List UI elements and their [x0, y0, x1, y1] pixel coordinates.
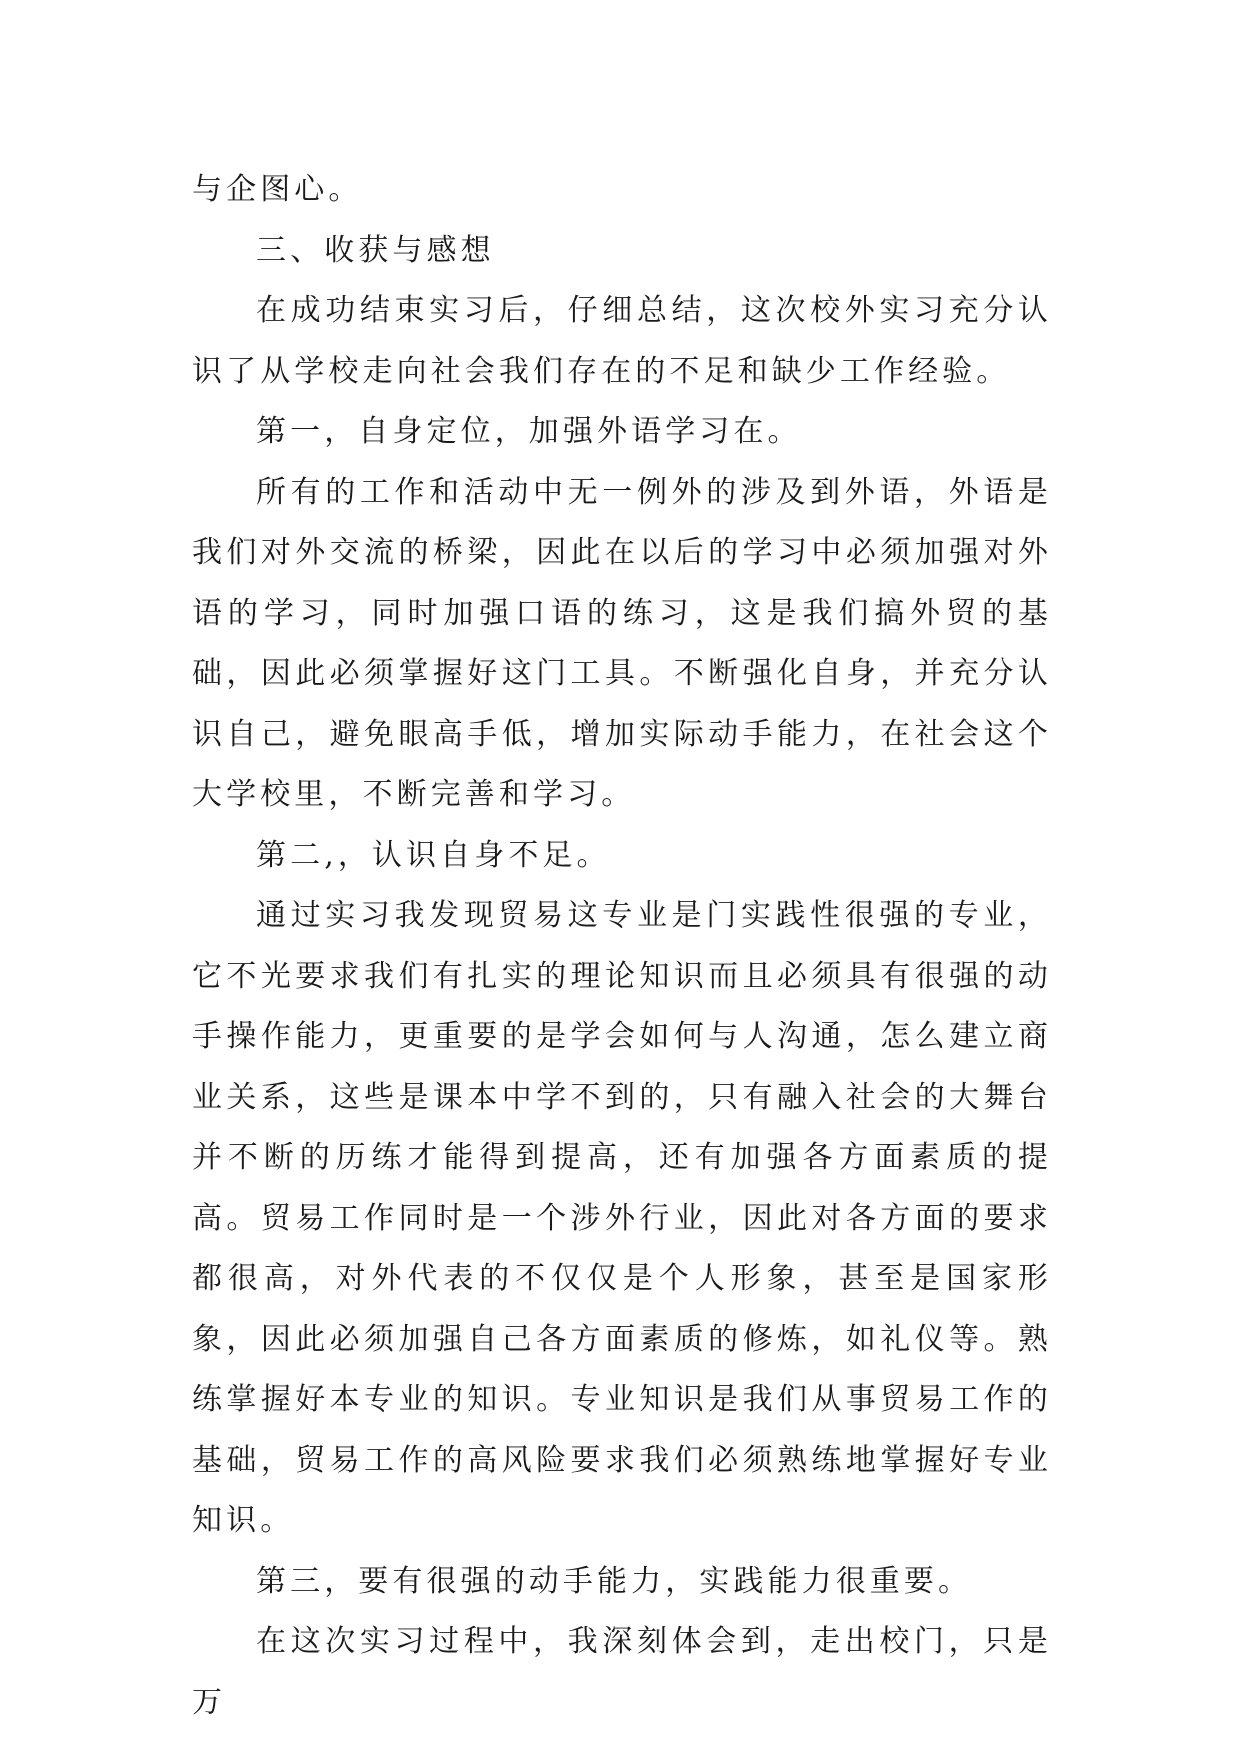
point-three-heading: 第三，要有很强的动手能力，实践能力很重要。 — [256, 1563, 973, 1599]
paragraph-internship-experience: 在这次实习过程中，我深刻体会到，走出校门，只是万 — [192, 1624, 1052, 1720]
point-one-heading: 第一，自身定位，加强外语学习在。 — [256, 414, 802, 449]
paragraph-summary: 在成功结束实习后，仔细总结，这次校外实习充分认识了从学校走向社会我们存在的不足和缺少工作经验。 — [192, 293, 1052, 389]
paragraph-trade-practice: 通过实习我发现贸易这专业是门实践性很强的专业，它不光要求我们有扎实的理论知识而且必须具有很强的动手操作能力，更重要的是学会如何与人沟通，怎么建立商业关系，这些是课本中学不到的，只有融入社会的大舞台并不断的历练才能得到提高，还有加强各方面素质的提高。贸易工作同时是一个涉外行业，因此对各方面的要求都很高，对外代表的不仅仅是个人形象，甚至是国家形象，因此必须加强自己各方面素质的修炼，如礼仪等。熟练掌握好本专业的知识。专业知识是我们从事贸易工作的基础，贸易工作的高风险要求我们必须熟练地掌握好专业知识。 — [192, 898, 1052, 1538]
paragraph-foreign-language: 所有的工作和活动中无一例外的涉及到外语，外语是我们对外交流的桥梁，因此在以后的学习中必须加强对外语的学习，同时加强口语的练习，这是我们搞外贸的基础，因此必须掌握好这门工具。不断强化自身，并充分认识自己，避免眼高手低，增加实际动手能力，在社会这个大学校里，不断完善和学习。 — [192, 474, 1052, 812]
paragraph-continuation: 与企图心。 — [192, 172, 363, 207]
point-two-heading: 第二,，认识自身不足。 — [256, 837, 611, 873]
document-body — [192, 160, 1052, 1733]
section-heading-gains: 三、收获与感想 — [256, 232, 495, 268]
